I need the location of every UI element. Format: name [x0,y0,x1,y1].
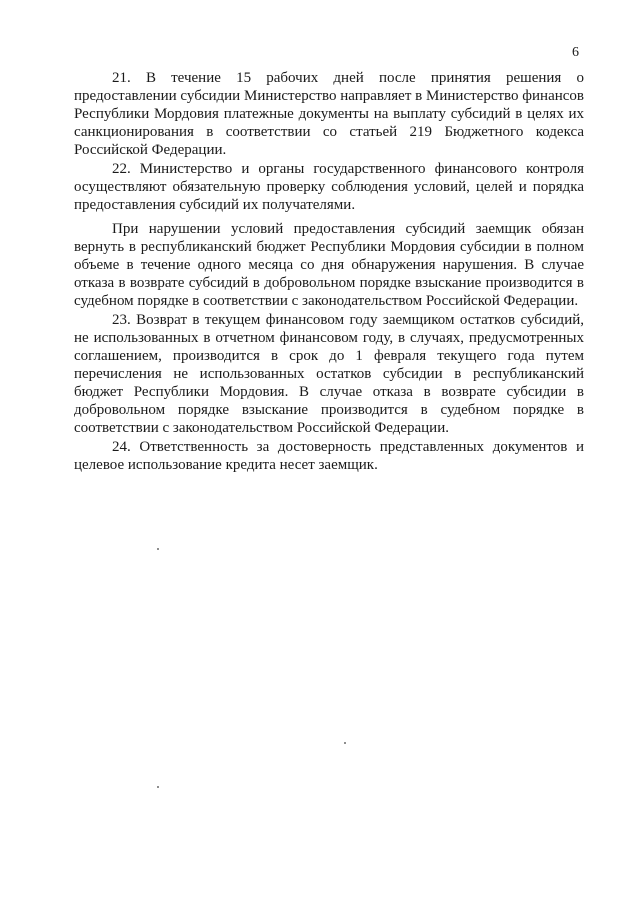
document-body [74,69,584,474]
paragraph-23: 23. Возврат в текущем финансовом году заемщиком остатков субсидий, не использованных в отчетном финансовом году, в случаях, предусмотренных соглашением, производится в срок до 1 февраля текущего года путем перечисления не использованных остатков субсидии в республиканский бюджет Республики Мордовия. В случае отказа в возврате субсидии в добровольном порядке взыскание производится в судебном порядке в соответствии с законодательством Российской Федерации. [74,312,584,436]
paragraph-24: 24. Ответственность за достоверность представленных документов и целевое использование кредита несет заемщик. [74,439,584,473]
paragraph-violation-return: При нарушении условий предоставления субсидий заемщик обязан вернуть в республиканский бюджет Республики Мордовия субсидии в полном объеме в течение одного месяца со дня обнаружения нарушения. В случае отказа в возврате субсидий в добровольном порядке взыскание производится в судебном порядке в соответствии с законодательством Российской Федерации. [74,221,584,309]
paragraph-21: 21. В течение 15 рабочих дней после принятия решения о предоставлении субсидии Министерство направляет в Министерство финансов Республики Мордовия платежные документы на выплату субсидий в целях их санкционирования в соответствии со статьей 219 Бюджетного кодекса Российской Федерации. [74,70,584,158]
scan-speck [157,786,159,788]
paragraph-22: 22. Министерство и органы государственного финансового контроля осуществляют обязательную проверку соблюдения условий, целей и порядка предоставления субсидий их получателями. [74,161,584,213]
scan-speck [157,548,159,550]
scan-speck [344,742,346,744]
page-number: 6 [572,45,579,60]
